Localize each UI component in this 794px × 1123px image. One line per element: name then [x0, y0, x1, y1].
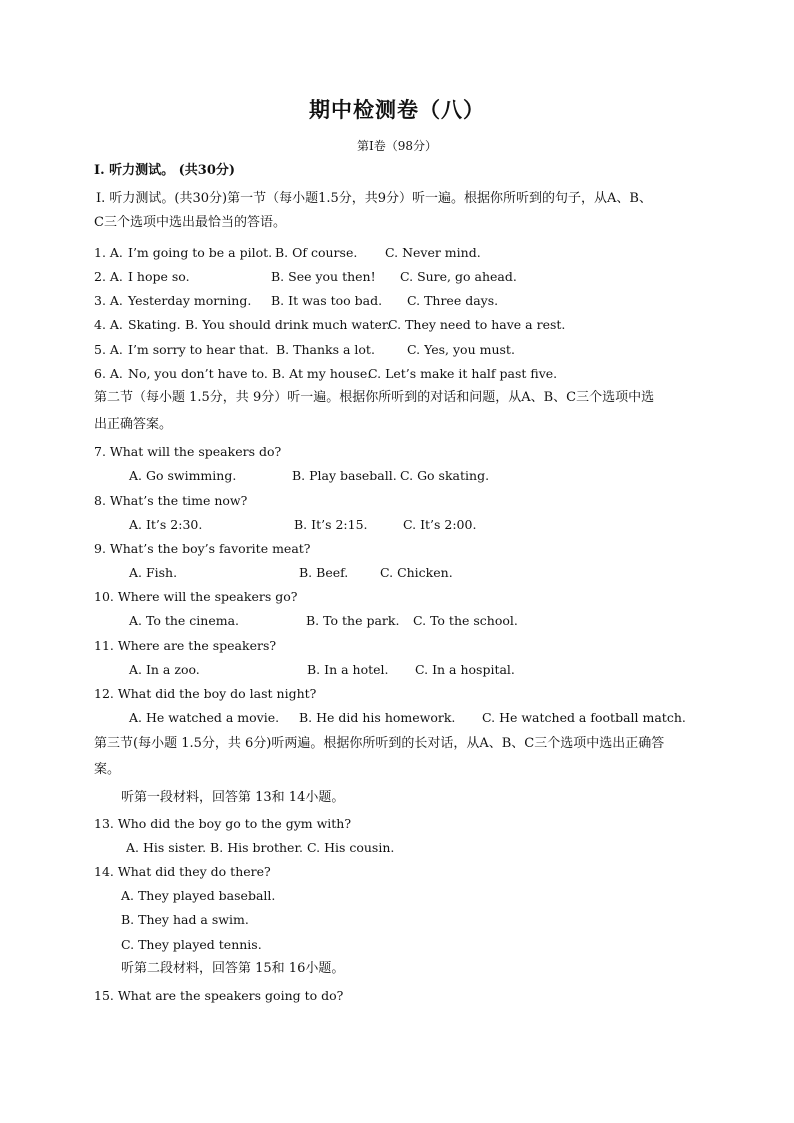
option-c: C. Go skating. [400, 468, 490, 483]
option-c: C. Let’s make it half past five. [368, 366, 558, 381]
option-c: C. They need to have a rest. [388, 317, 566, 332]
option-b: B. It’s 2:15. [294, 517, 368, 532]
option-b: B. They had a swim. [121, 912, 249, 927]
option-a: Yesterday morning. [128, 293, 252, 308]
option-a: A. Go swimming. [129, 468, 237, 483]
option-c: C. Never mind. [385, 245, 481, 260]
option-b: B. Thanks a lot. [276, 342, 375, 357]
option-a: A. In a zoo. [129, 662, 200, 677]
option-b: B. To the park. [306, 613, 400, 628]
option-a: I’m sorry to hear that. [128, 342, 269, 357]
section1-intro-cont: C三个选项中选出最恰当的答语。 [94, 215, 286, 230]
option-a: A. To the cinema. [129, 613, 240, 628]
option-a: I’m going to be a pilot. [128, 245, 273, 260]
question-text: 10. Where will the speakers go? [94, 589, 298, 604]
option-b: B. You should drink much water. [185, 317, 391, 332]
question-text: 7. What will the speakers do? [94, 444, 282, 459]
option-c: C. Chicken. [380, 565, 453, 580]
option-c: C. To the school. [413, 613, 518, 628]
option-c: C. They played tennis. [121, 937, 262, 952]
option-a: No, you don’t have to. [128, 366, 268, 381]
page-subtitle: 第Ⅰ卷（98分） [356, 139, 437, 153]
option-b: B. See you then! [271, 269, 376, 284]
question-number: 3. A. [94, 293, 123, 308]
question-13-options: A. His sister. B. His brother. C. His cousin. [126, 840, 395, 855]
question-text: 11. Where are the speakers? [94, 638, 277, 653]
option-b: B. Of course. [275, 245, 358, 260]
question-number: 1. A. [94, 245, 123, 260]
question-number: 2. A. [94, 269, 123, 284]
section3-intro: 第三节(每小题 1.5分，共 6分)听两遍。根据你所听到的长对话，从A、B、C三个选项中选出正确答 [94, 736, 665, 751]
option-a: A. Fish. [129, 565, 178, 580]
section2-intro-cont: 出正确答案。 [94, 417, 173, 432]
question-number: 4. A. [94, 317, 123, 332]
material-2-note: 听第二段材料，回答第 15和 16小题。 [121, 961, 345, 976]
option-c: C. In a hospital. [415, 662, 515, 677]
option-b: B. At my house. [272, 366, 372, 381]
section-heading: I. 听力测试。 (共30分) [94, 163, 236, 178]
section3-intro-cont: 案。 [94, 762, 121, 777]
question-text: 9. What’s the boy’s favorite meat? [94, 541, 311, 556]
option-a: A. He watched a movie. [129, 710, 280, 725]
option-b: B. Play baseball. [292, 468, 397, 483]
option-a: A. It’s 2:30. [129, 517, 203, 532]
option-a: A. They played baseball. [121, 888, 276, 903]
page-title: 期中检测卷（八） [309, 97, 485, 122]
material-1-note: 听第一段材料，回答第 13和 14小题。 [121, 790, 345, 805]
question-number: 5. A. [94, 342, 123, 357]
option-c: C. It’s 2:00. [403, 517, 477, 532]
question-text: 12. What did the boy do last night? [94, 686, 317, 701]
option-c: C. Sure, go ahead. [400, 269, 517, 284]
section2-intro: 第二节（每小题 1.5分，共 9分）听一遍。根据你所听到的对话和问题，从A、B、C三个选项中选 [94, 390, 655, 405]
option-b: B. It was too bad. [271, 293, 383, 308]
option-b: B. In a hotel. [307, 662, 389, 677]
option-c: C. He watched a football match. [482, 710, 686, 725]
option-c: C. Yes, you must. [407, 342, 515, 357]
question-number: 6. A. [94, 366, 123, 381]
option-c: C. Three days. [407, 293, 499, 308]
option-a: I hope so. [128, 269, 190, 284]
option-a: Skating. [128, 317, 181, 332]
section1-intro: Ⅰ. 听力测试。(共30分)第一节（每小题1.5分，共9分）听一遍。根据你所听到的句子，从A、B、 [96, 191, 652, 206]
option-b: B. He did his homework. [299, 710, 456, 725]
option-b: B. Beef. [299, 565, 349, 580]
question-text: 8. What’s the time now? [94, 493, 248, 508]
question-13-text: 13. Who did the boy go to the gym with? [94, 816, 352, 831]
question-14-text: 14. What did they do there? [94, 864, 271, 879]
question-15-text: 15. What are the speakers going to do? [94, 988, 344, 1003]
